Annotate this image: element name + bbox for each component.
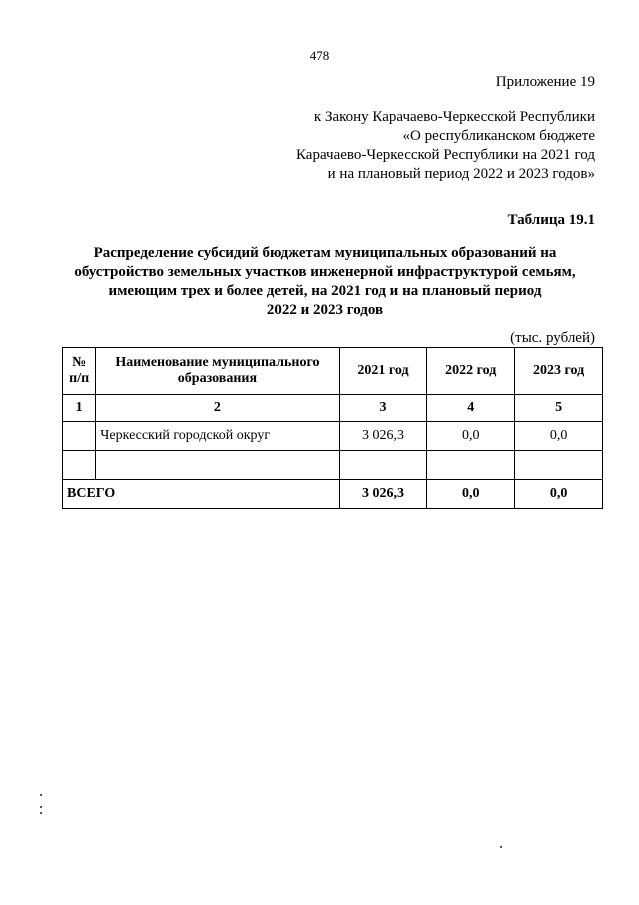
cell-2023	[515, 451, 603, 480]
page-number: 478	[309, 48, 330, 63]
column-number: 5	[515, 395, 603, 422]
title-line: 2022 и 2023 годов	[266, 302, 384, 318]
table-row	[63, 422, 603, 451]
header-name	[96, 348, 339, 395]
cell-2021	[339, 451, 427, 480]
annex-subtitle	[296, 108, 595, 184]
total-label: ВСЕГО	[63, 480, 340, 509]
table-header-row	[63, 348, 603, 395]
subsidy-table	[62, 347, 603, 509]
header-num-line: п/п	[69, 371, 90, 386]
header-2022: 2022 год	[427, 348, 515, 395]
cell-2022: 0,0	[427, 422, 515, 451]
title-line: Распределение субсидий бюджетам муниципальных образований на	[93, 245, 557, 261]
annex-line: «О республиканском бюджете	[402, 128, 595, 144]
header-num-line: №	[72, 355, 87, 370]
header-num	[63, 348, 96, 395]
column-number: 1	[63, 395, 96, 422]
units-label: (тыс. рублей)	[510, 330, 595, 346]
total-2023: 0,0	[515, 480, 603, 509]
table-number: Таблица 19.1	[507, 212, 595, 228]
total-row	[63, 480, 603, 509]
cell-2023: 0,0	[515, 422, 603, 451]
cell-num	[63, 422, 96, 451]
header-2021: 2021 год	[339, 348, 427, 395]
cell-name: Черкесский городской округ	[96, 422, 339, 451]
table-row	[63, 451, 603, 480]
scan-speck	[40, 806, 42, 808]
cell-name	[96, 451, 339, 480]
column-number: 2	[96, 395, 339, 422]
annex-line: к Закону Карачаево-Черкесской Республики	[313, 109, 595, 125]
title-line: обустройство земельных участков инженерной инфраструктурой семьям,	[74, 264, 576, 280]
column-number-row	[63, 395, 603, 422]
scan-speck	[500, 846, 502, 848]
annex-title: Приложение 19	[495, 74, 595, 90]
header-name-line: образования	[177, 371, 258, 386]
total-2022: 0,0	[427, 480, 515, 509]
scan-speck	[40, 794, 42, 796]
cell-num	[63, 451, 96, 480]
annex-line: Карачаево-Черкесской Республики на 2021 год	[296, 147, 595, 163]
title-line: имеющим трех и более детей, на 2021 год и на плановый период	[108, 283, 542, 299]
cell-2021: 3 026,3	[339, 422, 427, 451]
scan-speck	[40, 812, 42, 814]
annex-line: и на плановый период 2022 и 2023 годов»	[327, 166, 595, 182]
cell-2022	[427, 451, 515, 480]
header-name-line: Наименование муниципального	[115, 355, 320, 370]
total-2021: 3 026,3	[339, 480, 427, 509]
column-number: 4	[427, 395, 515, 422]
column-number: 3	[339, 395, 427, 422]
document-title	[40, 244, 610, 320]
header-2023: 2023 год	[515, 348, 603, 395]
